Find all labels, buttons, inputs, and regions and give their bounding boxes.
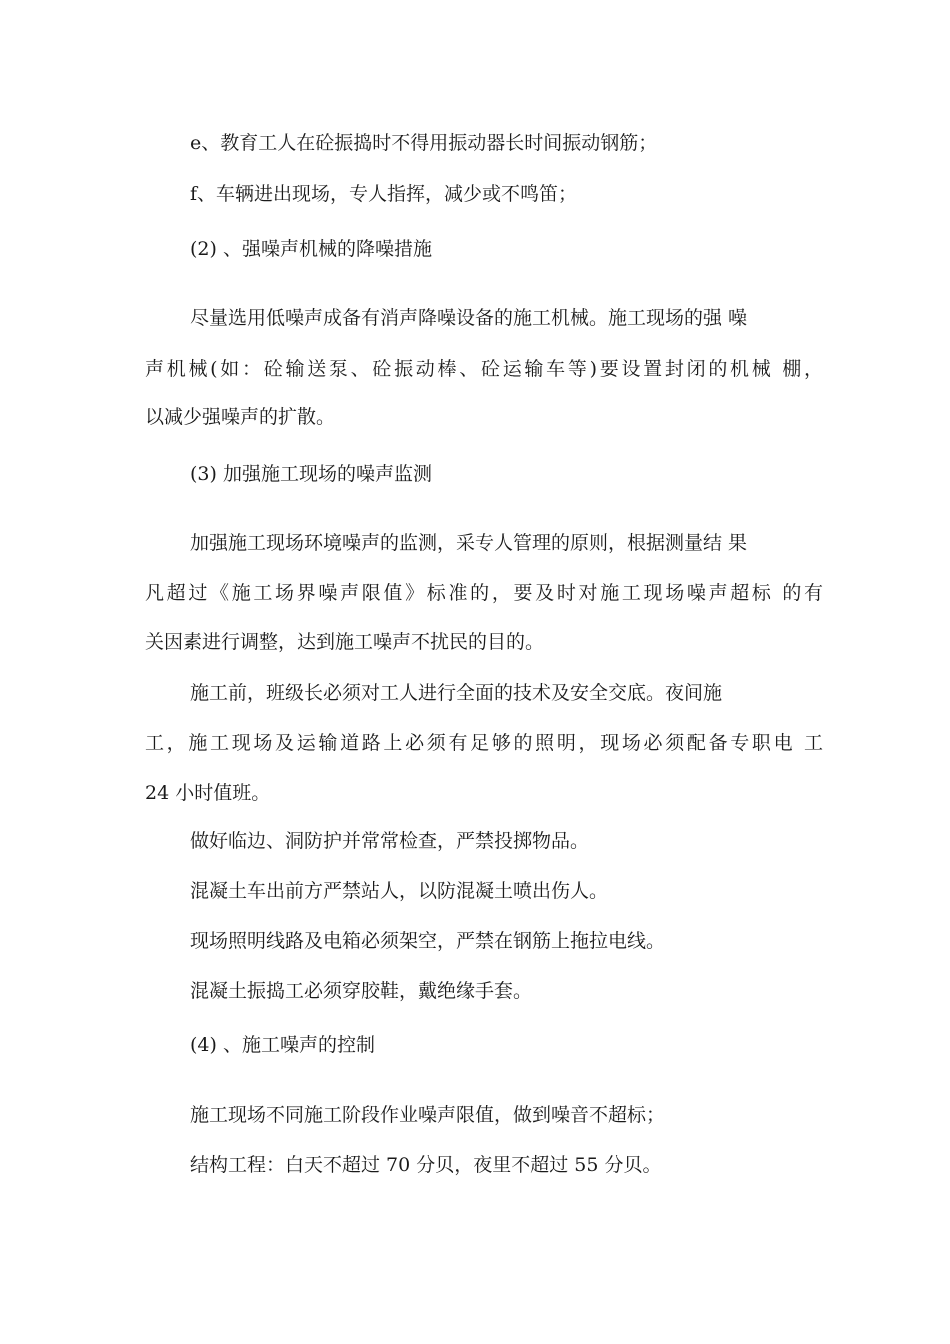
paragraph-line: 24 小时值班。 <box>145 782 271 804</box>
paragraph-line: 尽量选用低噪声成备有消声降噪设备的施工机械。施工现场的强 噪 <box>190 307 748 329</box>
safety-item: 混凝土振捣工必须穿胶鞋，戴绝缘手套。 <box>190 980 533 1002</box>
paragraph-line: 工，施工现场及运输道路上必须有足够的照明，现场必须配备专职电 工 <box>145 732 823 754</box>
paragraph-line: 关因素进行调整，达到施工噪声不扰民的目的。 <box>145 631 545 653</box>
section-heading-3: (3) 加强施工现场的噪声监测 <box>190 463 432 485</box>
paragraph-line: 施工前，班级长必须对工人进行全面的技术及安全交底。夜间施 <box>190 682 723 704</box>
safety-item: 现场照明线路及电箱必须架空，严禁在钢筋上拖拉电线。 <box>190 930 666 952</box>
paragraph-line: 结构工程：白天不超过 70 分贝，夜里不超过 55 分贝。 <box>190 1154 662 1176</box>
safety-item: 混凝土车出前方严禁站人，以防混凝土喷出伤人。 <box>190 880 609 902</box>
section-heading-4: (4) 、施工噪声的控制 <box>190 1034 375 1056</box>
item-f: f、车辆进出现场，专人指挥，减少或不鸣笛； <box>190 183 578 205</box>
safety-item: 做好临边、洞防护并常常检查，严禁投掷物品。 <box>190 830 590 852</box>
paragraph-line: 凡超过《施工场界噪声限值》标准的，要及时对施工现场噪声超标 的有 <box>145 582 823 604</box>
paragraph-line: 声机械(如：砼输送泵、砼振动棒、砼运输车等)要设置封闭的机械 棚， <box>145 358 823 380</box>
paragraph-line: 以减少强噪声的扩散。 <box>145 406 336 428</box>
item-e: e、教育工人在砼振捣时不得用振动器长时间振动钢筋； <box>190 132 658 154</box>
paragraph-line: 加强施工现场环境噪声的监测，采专人管理的原则，根据测量结 果 <box>190 532 748 554</box>
paragraph-line: 施工现场不同施工阶段作业噪声限值，做到噪音不超标； <box>190 1104 666 1126</box>
section-heading-2: (2) 、强噪声机械的降噪措施 <box>190 238 432 260</box>
